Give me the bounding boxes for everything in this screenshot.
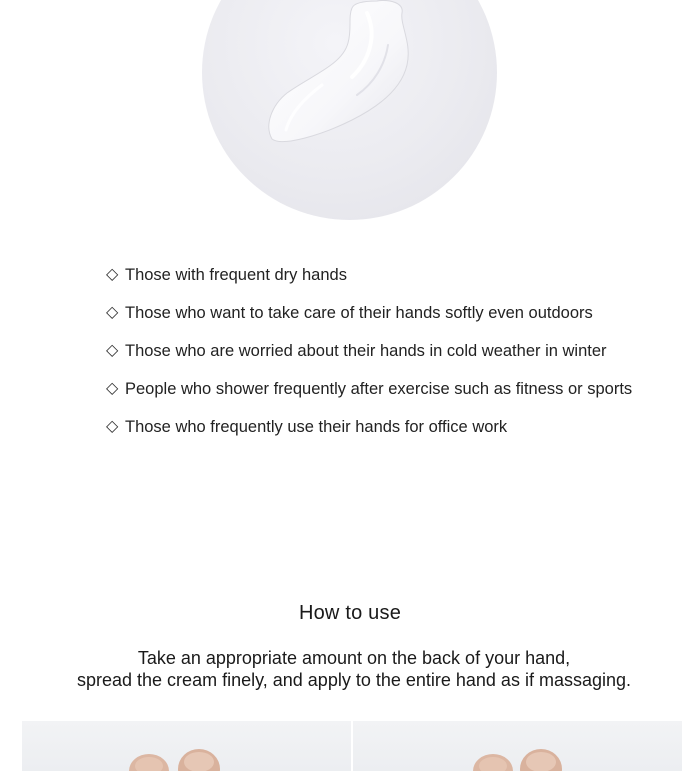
target-user-list (106, 262, 632, 452)
cream-swatch-icon (202, 0, 497, 220)
list-item-text: Those who frequently use their hands for office work (125, 418, 508, 436)
hand-photo-right (353, 721, 682, 771)
list-item (106, 262, 632, 300)
list-item-text: Those with frequent dry hands (125, 266, 347, 284)
howto-instructions (0, 647, 700, 691)
diamond-bullet-icon: ◇ (106, 266, 119, 283)
howto-line-2: spread the cream finely, and apply to the entire hand as if massaging. (77, 670, 631, 690)
diamond-bullet-icon: ◇ (106, 304, 119, 321)
diamond-bullet-icon: ◇ (106, 418, 119, 435)
list-item (106, 338, 632, 376)
list-item-text: Those who are worried about their hands in cold weather in winter (125, 342, 607, 360)
diamond-bullet-icon: ◇ (106, 380, 119, 397)
hand-photo-icon (353, 721, 682, 771)
howto-title: How to use (298, 602, 402, 624)
cream-swatch-image (202, 0, 497, 220)
hand-photo-icon (22, 721, 351, 771)
usage-photo-strip (22, 721, 682, 771)
list-item (106, 414, 632, 452)
hand-photo-left (22, 721, 351, 771)
diamond-bullet-icon: ◇ (106, 342, 119, 359)
list-item (106, 376, 632, 414)
list-item-text: People who shower frequently after exercise such as fitness or sports (125, 380, 633, 398)
list-item (106, 300, 632, 338)
howto-line-1: Take an appropriate amount on the back of your hand, (137, 648, 571, 668)
list-item-text: Those who want to take care of their hands softly even outdoors (125, 304, 593, 322)
